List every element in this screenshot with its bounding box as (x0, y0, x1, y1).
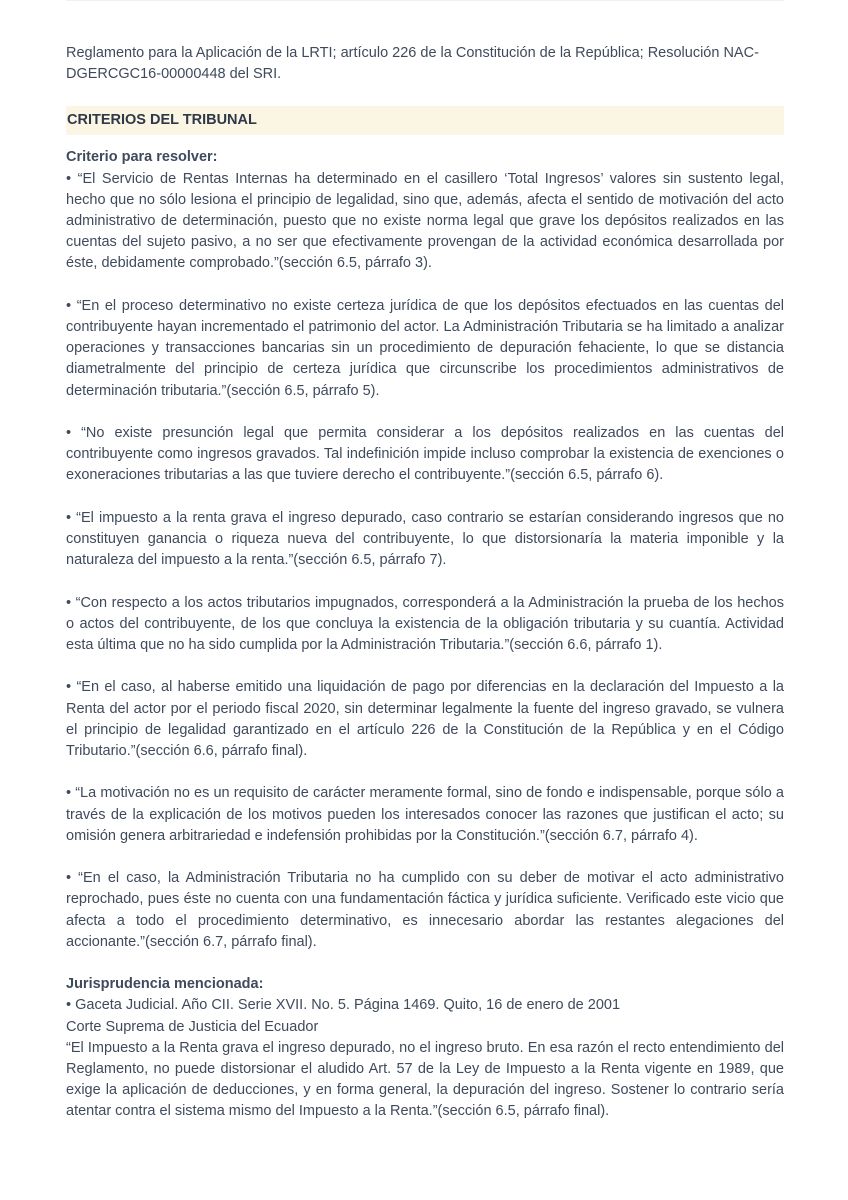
criterio-label: Criterio para resolver: (66, 149, 218, 166)
criterion-item: • “El Servicio de Rentas Internas ha determinado en el casillero ‘Total Ingresos’ valores sin sustento legal, hecho que no sólo lesiona el principio de legalidad, sino que, además, afecta el sentido de motivación del acto administrativo de determinación, puesto que no existe norma legal que grave los depósitos realizados en las cuentas del sujeto pasivo, a no ser que efectivamente provengan de la actividad económica desarrollada por éste, debidamente comprobado.”(sección 6.5, párrafo 3). (66, 170, 784, 272)
jurisprudencia-citation: • Gaceta Judicial. Año CII. Serie XVII. No. 5. Página 1469. Quito, 16 de enero de 2001 (66, 997, 621, 1014)
criterion-item: • “El impuesto a la renta grava el ingreso depurado, caso contrario se estarían considerando ingresos que no constituyen ganancia o riqueza nueva del contribuyente, lo que distorsionaría la materia imponible y la naturaleza del impuesto a la renta.”(sección 6.5, párrafo 7). (66, 509, 784, 569)
top-divider (66, 0, 784, 1)
criterion-item: • “En el proceso determinativo no existe certeza jurídica de que los depósitos efectuados en las cuentas del contribuyente hayan incrementado el patrimonio del actor. La Administración Tributaria se ha limitado a analizar operaciones y transacciones bancarias sin un procedimiento de depuración fehaciente, lo que se distancia diametralmente del principio de certeza jurídica que circunscribe los procedimientos administrativos de determinación tributaria.”(sección 6.5, párrafo 5). (66, 297, 784, 399)
jurisprudencia-quote: “El Impuesto a la Renta grava el ingreso depurado, no el ingreso bruto. En esa razón el recto entendimiento del Reglamento, no puede distorsionar el aludido Art. 57 de la Ley de Impuesto a la Renta vigente en 1989, que exige la aplicación de deducciones, y en forma general, la depuración del ingreso. Sostener lo contrario sería atentar contra el sistema mismo del Impuesto a la Renta.”(sección 6.5, párrafo final). (66, 1039, 784, 1120)
section-header-criterios (66, 106, 784, 135)
section-title: CRITERIOS DEL TRIBUNAL (67, 112, 257, 129)
criterion-item: • “La motivación no es un requisito de carácter meramente formal, sino de fondo e indispensable, porque sólo a través de la explicación de los motivos pueden los interesados conocer las razones que justifican el acto; su omisión genera arbitrariedad e indefensión prohibidas por la Constitución.”(sección 6.7, párrafo 4). (66, 785, 784, 844)
criterion-item: • “No existe presunción legal que permita considerar a los depósitos realizados en las cuentas del contribuyente como ingresos gravados. Tal indefinición impide incluso comprobar la existencia de exenciones o exoneraciones tributarias a las que tuviere derecho el contribuyente.”(sección 6.5, párrafo 6). (66, 425, 784, 484)
jurisprudencia-court: Corte Suprema de Justicia del Ecuador (66, 1018, 319, 1035)
criteria-list (66, 169, 784, 953)
document-page (66, 36, 784, 1123)
intro-paragraph: Reglamento para la Aplicación de la LRTI; artículo 226 de la Constitución de la República; Resolución NAC-DGERCGC16-00000448 del SRI. (66, 45, 759, 83)
jurisprudencia-label: Jurisprudencia mencionada: (66, 976, 264, 993)
criterion-item: • “Con respecto a los actos tributarios impugnados, corresponderá a la Administración la prueba de los hechos o actos del contribuyente, de los que concluya la existencia de la obligación tributaria y su cuantía. Actividad esta última que no ha sido cumplida por la Administración Tributaria.”(sección 6.6, párrafo 1). (66, 594, 784, 654)
criterion-item: • “En el caso, la Administración Tributaria no ha cumplido con su deber de motivar el acto administrativo reprochado, pues éste no cuenta con una fundamentación fáctica y jurídica suficiente. Verificado este vicio que afecta a todo el procedimiento determinativo, es innecesario abordar las restantes alegaciones del accionante.”(sección 6.7, párrafo final). (66, 870, 784, 950)
criterion-item: • “En el caso, al haberse emitido una liquidación de pago por diferencias en la declaración del Impuesto a la Renta del actor por el periodo fiscal 2020, sin determinar legalmente la fuente del ingreso gravado, se vulnera el principio de legalidad garantizado en el artículo 226 de la Constitución de la República y en el Código Tributario.”(sección 6.6, párrafo final). (66, 679, 784, 760)
